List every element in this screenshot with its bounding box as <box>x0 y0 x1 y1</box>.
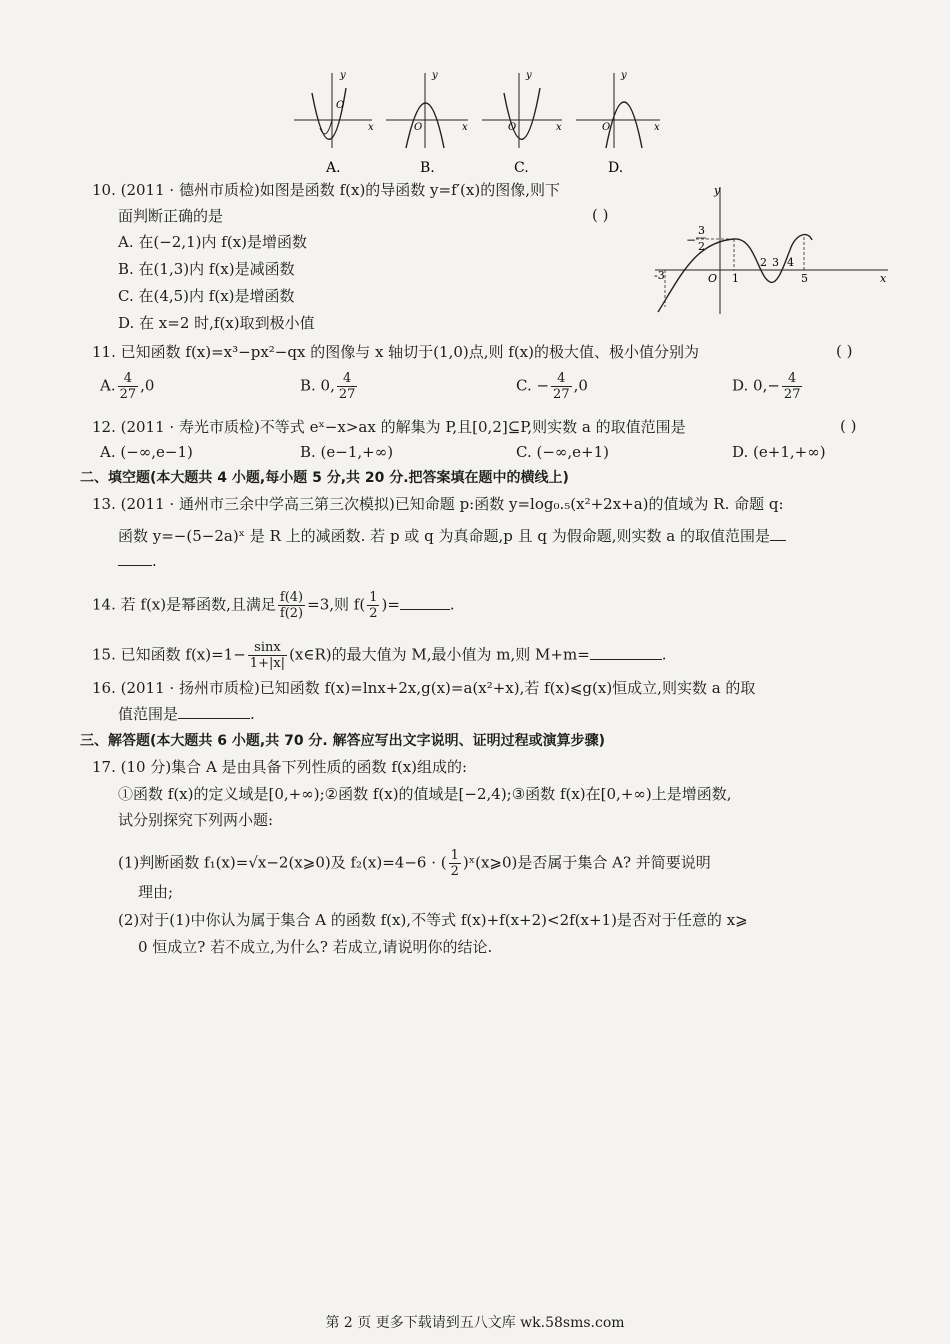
q14-post: )= <box>381 595 400 614</box>
graph-c-label: C. <box>514 160 529 176</box>
q10-option-b: B. 在(1,3)内 f(x)是减函数 <box>118 260 295 278</box>
q14-den: f(2) <box>279 606 304 621</box>
q10-graph-tick-3: 3 <box>772 256 779 269</box>
q17-part1-line1 <box>118 848 711 879</box>
q13-line2-text: 函数 y=−(5−2a)ˣ 是 R 上的减函数. 若 p 或 q 为真命题,p 且 q 为假命题,则实数 a 的取值范围是 <box>118 527 770 545</box>
graph-b-x: x <box>462 122 468 133</box>
graph-a-y: y <box>340 70 346 81</box>
q15-fraction <box>248 640 287 671</box>
q14-half-den: 2 <box>369 606 378 621</box>
q14-num: f(4) <box>279 590 304 605</box>
graph-c-x: x <box>556 122 562 133</box>
q17-part1-line2: 理由; <box>138 883 174 901</box>
graph-b-y: y <box>432 70 438 81</box>
q12-answer-paren: ( ) <box>840 417 857 435</box>
q17-p1-post: )ˣ(x⩾0)是否属于集合 A? 并简要说明 <box>462 853 711 872</box>
q12-option-c: C. (−∞,e+1) <box>516 443 610 461</box>
graph-a-origin: O <box>336 100 345 111</box>
graph-b <box>386 70 468 176</box>
graph-a <box>294 70 374 176</box>
graph-c-origin: O <box>508 122 517 133</box>
q15-num: sinx <box>248 640 287 656</box>
q12-option-b: B. (e−1,+∞) <box>300 443 394 461</box>
q17-p1-num: 1 <box>450 848 459 863</box>
q15-den: 1+|x| <box>249 656 286 671</box>
q10-graph-tick-4: 4 <box>787 256 794 269</box>
q10-graph-origin: O <box>708 272 718 285</box>
q11-c-post: ,0 <box>573 376 588 395</box>
q11-d-fraction <box>782 371 803 402</box>
q14-half-num: 1 <box>369 590 378 605</box>
graph-d-origin: O <box>602 122 611 133</box>
q17-p1-pre: (1)判断函数 f₁(x)=√x−2(x⩾0)及 f₂(x)=4−6 · ( <box>118 853 447 872</box>
q15-line <box>92 640 667 671</box>
q13-line2 <box>118 526 786 546</box>
q10-graph-tick-2: 2 <box>760 256 767 269</box>
page-footer: 第 2 页 更多下载请到五八文库 wk.58sms.com <box>325 1315 625 1331</box>
q16-line1: 16. (2011 · 扬州市质检)已知函数 f(x)=lnx+2x,g(x)=a(x²+x),若 f(x)⩽g(x)恒成立,则实数 a 的取 <box>92 679 756 697</box>
q17-p1-den: 2 <box>450 864 459 879</box>
q11-b-den: 27 <box>338 387 356 402</box>
graph-d-label: D. <box>608 160 624 176</box>
q13-line1: 13. (2011 · 通州市三余中学高三第三次模拟)已知命题 p:函数 y=log₀.₅(x²+2x+a)的值域为 R. 命题 q: <box>92 495 784 513</box>
q10-graph-neg-sign: − <box>686 233 697 247</box>
q11-a-pre: A. <box>100 376 116 395</box>
q10-graph-frac-den: 2 <box>698 240 705 253</box>
q14-answer-blank[interactable] <box>400 595 450 610</box>
q15-answer-blank[interactable] <box>590 645 662 660</box>
q11-b-pre: B. 0, <box>300 376 335 395</box>
q17-part2-line1: (2)对于(1)中你认为属于集合 A 的函数 f(x),不等式 f(x)+f(x+2)<2f(x+1)是否对于任意的 x⩾ <box>118 911 748 929</box>
q16-answer-blank[interactable] <box>178 704 250 719</box>
q17-p1-fraction <box>449 848 461 879</box>
q13-answer-blank-start[interactable] <box>770 526 786 541</box>
graph-a-label: A. <box>326 160 341 176</box>
top-graphs-figure <box>290 68 690 178</box>
graph-c-y: y <box>526 70 532 81</box>
q16-line2-text: 值范围是 <box>118 705 179 723</box>
q15-post: (x∈R)的最大值为 M,最小值为 m,则 M+m= <box>289 645 590 664</box>
q17-part2-line2: 0 恒成立? 若不成立,为什么? 若成立,请说明你的结论. <box>138 938 493 956</box>
section-2-heading: 二、填空题(本大题共 4 小题,每小题 5 分,共 20 分.把答案填在题中的横线上) <box>80 470 569 486</box>
q11-c-den: 27 <box>553 387 570 402</box>
q11-a-post: ,0 <box>140 376 155 395</box>
graph-b-origin: O <box>414 122 423 133</box>
q10-graph-tick-neg3: -3 <box>654 269 665 282</box>
q16-line2 <box>118 704 255 724</box>
q12-option-d: D. (e+1,+∞) <box>732 443 826 461</box>
q13-answer-blank[interactable] <box>118 551 152 566</box>
q11-a-fraction <box>118 371 139 402</box>
graph-d-x: x <box>654 122 660 133</box>
q10-derivative-graph <box>650 182 895 317</box>
q11-answer-paren: ( ) <box>836 342 853 360</box>
q15-pre: 15. 已知函数 f(x)=1− <box>92 645 246 664</box>
q14-tail: . <box>449 595 455 614</box>
graph-d <box>576 70 660 176</box>
section-3-heading: 三、解答题(本大题共 6 小题,共 70 分. 解答应写出文字说明、证明过程或演算步骤) <box>80 733 606 749</box>
q12-option-a: A. (−∞,e−1) <box>100 443 193 461</box>
q11-c-fraction <box>551 371 572 402</box>
q12-line: 12. (2011 · 寿光市质检)不等式 eˣ−x>ax 的解集为 P,且[0,2]⊆P,则实数 a 的取值范围是 <box>92 418 686 436</box>
q10-answer-paren: ( ) <box>592 206 609 224</box>
q10-graph-tick-5: 5 <box>801 272 808 285</box>
q14-half-fraction <box>367 590 379 621</box>
q11-option-d <box>732 371 804 402</box>
graph-a-x: x <box>368 122 374 133</box>
q10-line2: 面判断正确的是 <box>118 207 224 225</box>
q11-d-den: 27 <box>783 387 801 402</box>
q11-option-b <box>300 371 359 402</box>
q10-option-a: A. 在(−2,1)内 f(x)是增函数 <box>118 233 307 251</box>
q11-a-den: 27 <box>119 387 137 402</box>
q16-tail: . <box>250 705 255 723</box>
graph-c <box>482 70 562 176</box>
q14-line <box>92 590 455 621</box>
q14-mid: =3,则 f( <box>307 595 366 614</box>
q14-pre: 14. 若 f(x)是幂函数,且满足 <box>92 595 276 614</box>
q15-tail: . <box>661 645 667 664</box>
q10-graph-frac-num: 3 <box>698 224 705 237</box>
q11-b-fraction <box>337 371 358 402</box>
q11-b-num: 4 <box>337 371 358 387</box>
q14-ratio-fraction <box>278 590 305 621</box>
q10-option-d: D. 在 x=2 时,f(x)取到极小值 <box>118 314 315 332</box>
q11-c-num: 4 <box>551 371 572 387</box>
q10-graph-y-label: y <box>714 184 721 197</box>
q11-option-a <box>100 371 154 402</box>
q10-graph-tick-1: 1 <box>732 272 739 285</box>
q10-graph-x-label: x <box>880 272 887 285</box>
q13-line3 <box>118 551 157 571</box>
q11-c-pre: C. − <box>516 376 550 395</box>
graph-d-y: y <box>621 70 627 81</box>
graph-b-label: B. <box>420 160 435 176</box>
q10-option-c: C. 在(4,5)内 f(x)是增函数 <box>118 287 295 305</box>
q13-tail: . <box>152 552 157 570</box>
q17-line1: 17. (10 分)集合 A 是由具备下列性质的函数 f(x)组成的: <box>92 758 468 776</box>
q17-line3: 试分别探究下列两小题: <box>118 811 274 829</box>
q10-line1: 10. (2011 · 德州市质检)如图是函数 f(x)的导函数 y=f′(x)的图像,则下 <box>92 181 560 199</box>
q11-line: 11. 已知函数 f(x)=x³−px²−qx 的图像与 x 轴切于(1,0)点,则 f(x)的极大值、极小值分别为 <box>92 343 699 361</box>
q11-a-num: 4 <box>118 371 139 387</box>
q11-option-c <box>516 371 588 402</box>
q17-line2: ①函数 f(x)的定义域是[0,+∞);②函数 f(x)的值域是[−2,4);③函数 f(x)在[0,+∞)上是增函数, <box>118 785 732 803</box>
q11-d-pre: D. 0,− <box>732 376 780 395</box>
q11-d-num: 4 <box>782 371 803 387</box>
